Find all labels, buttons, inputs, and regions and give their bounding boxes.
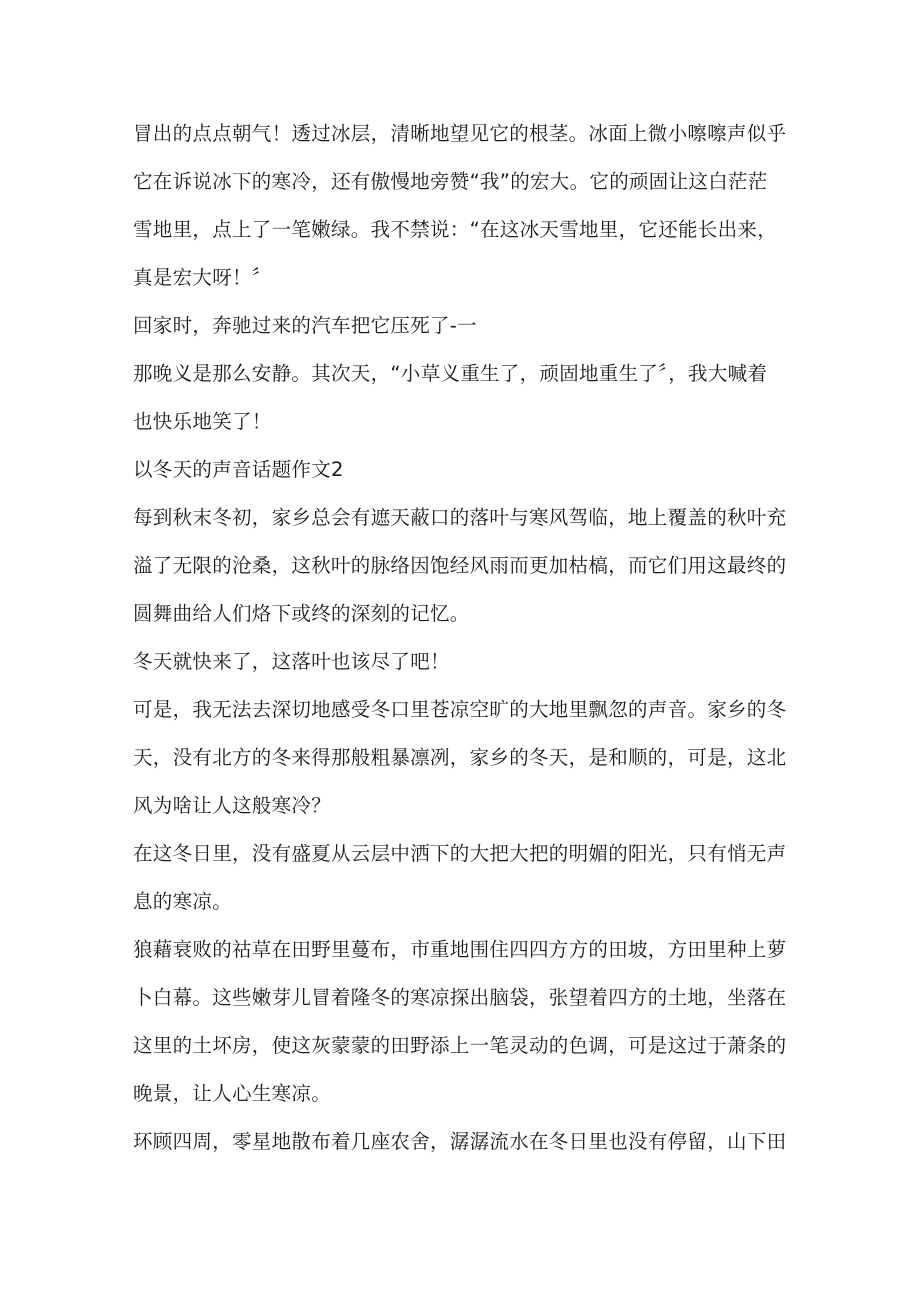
text-line: 天，没有北方的冬来得那般粗暴凛冽，家乡的冬天，是和顺的，可是，这北 [133,746,787,769]
text-line: 息的寒凉。 [133,890,233,913]
text-line: 它在诉说冰下的寒冷，还有傲慢地旁赞“我”的宏大。它的顽固让这白茫茫 [133,170,768,193]
text-line: 风为啥让人这般寒冷？ [133,794,332,817]
text-line: 溢了无限的沧桑，这秋叶的脉络因饱经风雨而更加枯槁，而它们用这最终的 [133,554,787,577]
text-line: 狼藉衰败的祜草在田野里蔓布，市重地围住四四方方的田坡，方田里种上萝 [133,938,787,961]
text-line: 真是宏大呀！〞 [133,266,272,289]
text-line: 环顾四周，零星地散布着几座农舍，潺潺流水在冬日里也没有停留，山下田 [133,1130,787,1153]
text-line: 这里的土坏房，使这灰蒙蒙的田野添上一笔灵动的色调，可是这过于萧条的 [133,1034,787,1057]
section-heading: 以冬天的声音话题作文2 [133,458,344,481]
text-line: 那晚义是那么安静。其次天，“小草义重生了，顽固地重生了〞，我大喊着 [133,362,768,385]
text-line: 在这冬日里，没有盛夏从云层中洒下的大把大把的明媚的阳光，只有悄无声 [133,842,787,865]
text-line: 冒出的点点朝气！透过冰层，清晰地望见它的根茎。冰面上微小嚓嚓声似乎 [133,122,787,145]
text-line: 雪地里，点上了一笔嫩绿。我不禁说：“在这冰天雪地里，它还能长出来， [133,218,778,241]
text-line: 圆舞曲给人们烙下或终的深刻的记忆。 [133,602,470,625]
text-line: 也快乐地笑了！ [133,410,272,433]
text-line: 每到秋末冬初，家乡总会有遮天蔽口的落叶与寒风驾临，地上覆盖的秋叶充 [133,506,787,529]
text-line: 可是，我无法去深切地感受冬口里苍凉空旷的大地里飘忽的声音。家乡的冬 [133,698,787,721]
text-line: 卜白幕。这些嫩芽儿冒着隆冬的寒凉探出脑袋，张望着四方的土地，坐落在 [133,986,787,1009]
text-line: 冬天就快来了，这落叶也该尽了吧！ [133,650,450,673]
text-line: 晚景，让人心生寒凉。 [133,1082,332,1105]
text-line: 回家时，奔驰过来的汽车把它压死了-一 [133,314,477,337]
